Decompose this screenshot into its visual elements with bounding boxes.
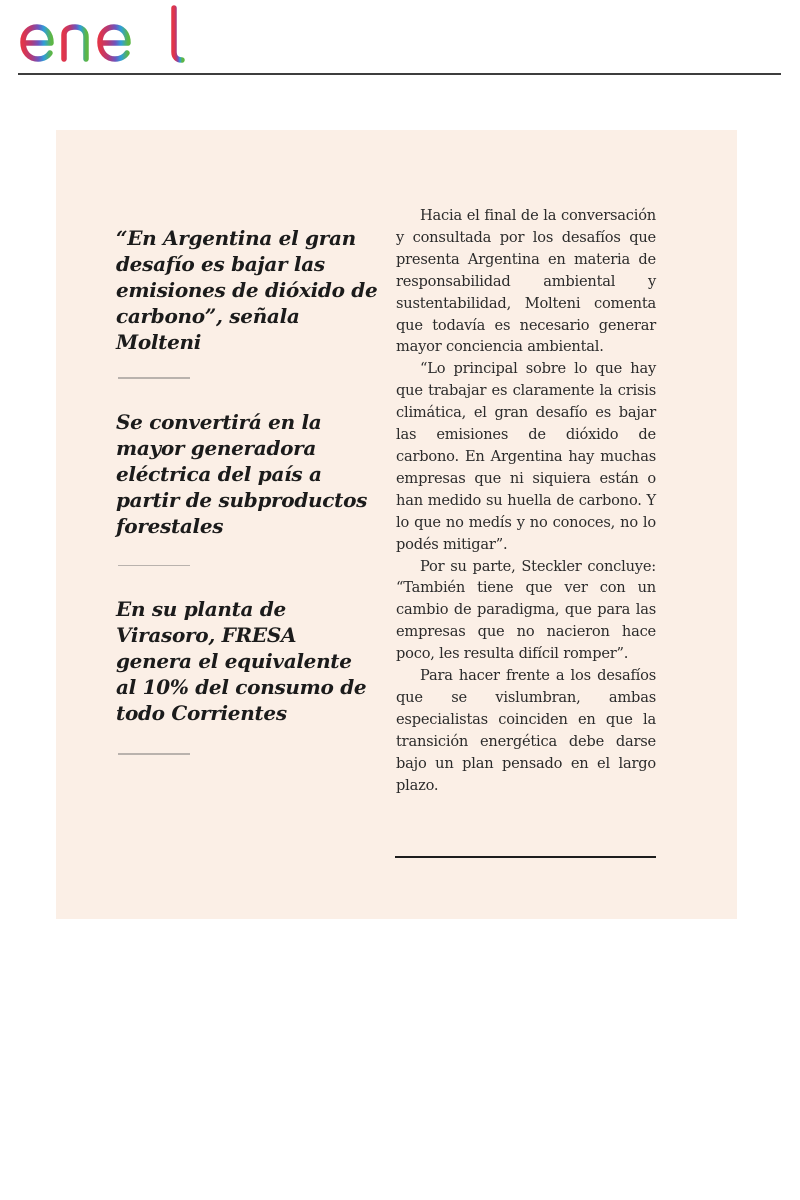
header-divider (18, 73, 781, 75)
body-paragraph: Por su parte, Steckler concluye: “También tiene que ver con un cambio de paradigma, que para las empresas que no nacieron hace poco, les resulta difícil romper”. (396, 557, 656, 663)
page-header (0, 0, 800, 76)
article-end-rule (395, 856, 656, 858)
pull-quote: “En Argentina el gran desafío es bajar las emisiones de dióxido de carbono”, señala Molteni (116, 226, 378, 354)
article-body-column (396, 205, 656, 796)
enel-logo (16, 2, 186, 68)
pull-quotes-column (116, 225, 378, 755)
pull-quote-divider (118, 377, 190, 379)
body-paragraph: “Lo principal sobre lo que hay que trabajar es claramente la crisis climática, el gran desafío es bajar las emisiones de dióxido de carbono. En Argentina hay muchas empresas que ni siquiera están o han medido su huella de carbono. Y lo que no medís y no conoces, no lo podés mitigar”. (396, 360, 656, 553)
pull-quote: Se convertirá en la mayor generadora eléctrica del país a partir de subproductos forestales (116, 409, 368, 538)
body-paragraph: Para hacer frente a los desafíos que se vislumbran, ambas especialistas coinciden en que la transición energética debe darse bajo un plan pensado en el largo plazo. (396, 667, 656, 794)
pull-quote-divider (118, 753, 190, 755)
pull-quote: En su planta de Virasoro, FRESA genera el equivalente al 10% del consumo de todo Corrientes (116, 597, 367, 725)
enel-logo-icon (16, 2, 186, 68)
pull-quote-divider (118, 565, 190, 567)
body-paragraph: Hacia el final de la conversación y consultada por los desafíos que presenta Argentina en materia de responsabilidad ambiental y sustentabilidad, Molteni comenta que todavía es necesario generar mayor conciencia ambiental. (396, 207, 656, 356)
